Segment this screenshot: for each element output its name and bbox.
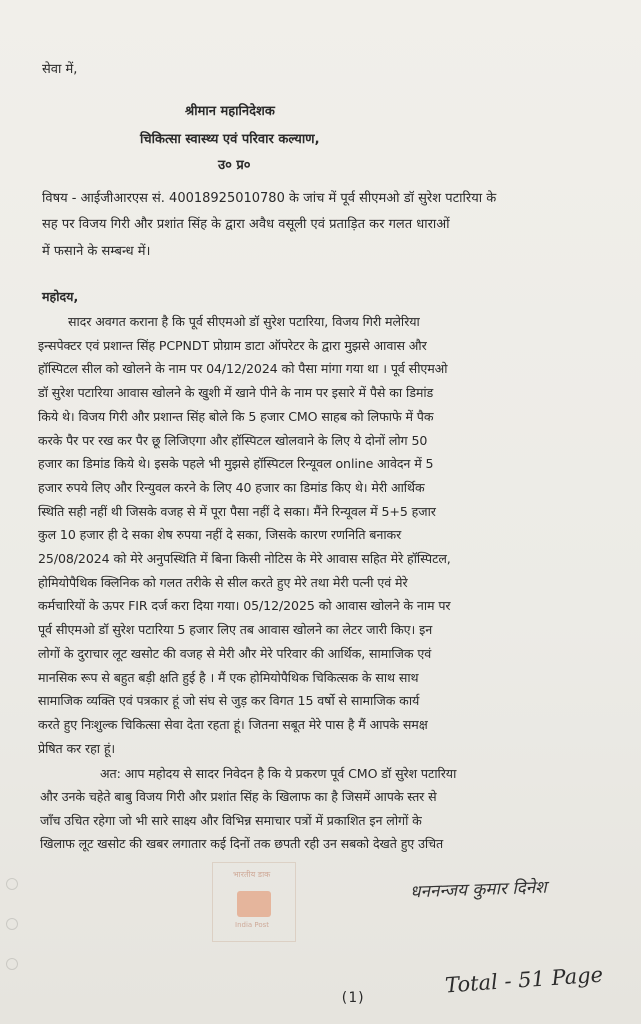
closing-line: जाँच उचित रहेगा जो भी सारे साक्ष्य और विभिन्न समाचार पत्रों में प्रकाशित इन लोगों के: [40, 812, 422, 828]
subject-line3: में फसाने के सम्बन्ध में।: [42, 244, 151, 259]
body-line: होमियोपैथिक क्लिनिक को गलत तरीके से सील करते हुए मेरे तथा मेरी पत्नी एवं मेरे: [38, 574, 408, 590]
india-post-logo-icon: [237, 891, 271, 917]
addressee-line1: श्रीमान महानिदेशक: [185, 104, 275, 119]
addressee-line3: उ० प्र०: [218, 158, 251, 173]
subject-line2: सह पर विजय गिरी और प्रशांत सिंह के द्वारा अवैध वसूली एवं प्रताड़ित कर गलत धाराओं: [42, 217, 450, 232]
body-line: कर्मचारियों के ऊपर FIR दर्ज करा दिया गया। 05/12/2025 को आवास खोलने के नाम पर: [38, 598, 451, 614]
closing-line: अत: आप महोदय से सादर निवेदन है कि ये प्रकरण पूर्व CMO डॉ सुरेश पटारिया: [100, 766, 457, 781]
total-pages-note: Total - 51 Page: [444, 962, 604, 998]
body-line: कुल 10 हजार ही दे सका शेष रुपया नहीं दे सका, जिसके कारण रणनिति बनाकर: [38, 527, 402, 543]
body-line: डॉ सुरेश पटारिया आवास खोलने के खुशी में खाने पीने के नाम पर इसारे में पैसे का डिमांड: [38, 385, 434, 401]
body-line: सादर अवगत कराना है कि पूर्व सीएमओ डॉ सुरेश पटारिया, विजय गिरी मलेरिया: [68, 314, 420, 329]
page-number: (1): [340, 990, 366, 1006]
subject-line1: विषय - आईजीआरएस सं. 40018925010780 के जांच में पूर्व सीएमओ डॉ सुरेश पटारिया के: [42, 191, 497, 206]
body-line: करके पैर पर रख कर पैर छू लिजिएगा और हॉस्पिटल खोलवाने के लिए ये दोनों लोग 50: [38, 432, 428, 448]
body-line: 25/08/2024 को मेरे अनुपस्थिति में बिना किसी नोटिस के मेरे आवास सहित मेरे हॉस्पिटल,: [38, 551, 451, 566]
body-line: स्थिति सही नहीं थी जिसके वजह से में पूरा पैसा नहीं दे सका। मैंने रिन्यूवल में 5+5 हजार: [38, 503, 436, 519]
stamp-bottom-text: India Post: [235, 921, 270, 929]
stamp-top-text: भारतीय डाक: [233, 870, 271, 879]
body-line: मानसिक रूप से बहुत बड़ी क्षति हुई है । मैं एक होमियोपैथिक चिकित्सक के साथ साथ: [38, 669, 419, 685]
greeting: महोदय,: [42, 289, 79, 304]
body-line: इन्सपेक्टर एवं प्रशान्त सिंह PCPNDT प्रोग्राम डाटा ऑपरेटर के द्वारा मुझसे आवास और: [38, 337, 427, 353]
post-stamp: [212, 862, 296, 942]
body-line: प्रेषित कर रहा हूं।: [38, 740, 116, 756]
punch-hole-icon: [6, 878, 18, 890]
body-line: लोगों के दुराचार लूट खसोट की वजह से मेरी और मेरे परिवार की आर्थिक, सामाजिक एवं: [38, 645, 432, 661]
closing-line: खिलाफ लूट खसोट की खबर लगातार कई दिनों तक छपती रही उन सबको देखते हुए उचित: [40, 836, 444, 852]
body-line: हजार रुपये लिए और रिन्युवल करने के लिए 40 हजार का डिमांड किए थे। मेरी आर्थिक: [38, 479, 425, 495]
body-line: सामाजिक व्यक्ति एवं पत्रकार हूं जो संघ से जुड़ कर विगत 15 वर्षो से सामाजिक कार्य: [38, 693, 420, 709]
closing-line: और उनके चहेते बाबु विजय गिरी और प्रशांत सिंह के खिलाफ का है जिसमें आपके स्तर से: [40, 789, 437, 805]
salutation-top: सेवा में,: [42, 62, 78, 77]
body-line: किये थे। विजय गिरी और प्रशान्त सिंह बोले कि 5 हजार CMO साहब को लिफाफे में पैक: [38, 408, 434, 424]
body-line: हॉस्पिटल सील को खोलने के नाम पर 04/12/2024 को पैसा मांगा गया था । पूर्व सीएमओ: [38, 361, 448, 377]
body-line: पूर्व सीएमओ डॉ सुरेश पटारिया 5 हजार लिए तब आवास खोलने का लेटर जारी किए। इन: [38, 622, 433, 638]
body-line: करते हुए निःशुल्क चिकित्सा सेवा देता रहता हूं। जितना सबूत मेरे पास है मैं आपके समक्ष: [38, 716, 428, 732]
punch-hole-icon: [6, 958, 18, 970]
body-line: हजार का डिमांड किये थे। इसके पहले भी मुझसे हॉस्पिटल रिन्यूवल online आवेदन में 5: [38, 456, 434, 472]
signature: धननन्जय कुमार दिनेश: [409, 877, 548, 903]
addressee-line2: चिकित्सा स्वास्थ्य एवं परिवार कल्याण,: [140, 132, 320, 147]
punch-hole-icon: [6, 918, 18, 930]
